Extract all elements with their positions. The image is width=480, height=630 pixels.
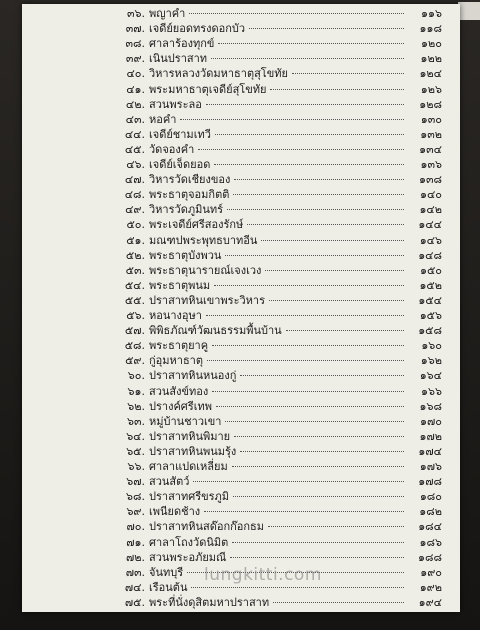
toc-title: ปราสาทศรีขรภูมิ — [149, 490, 230, 504]
toc-title: ศาลาแปดเหลี่ยม — [149, 460, 228, 473]
dot-leader — [207, 359, 404, 361]
toc-title: เรือนต้น — [149, 580, 188, 594]
toc-page-number: ๑๕๘ — [418, 324, 442, 338]
toc-title: สวนพระอภัยมณี — [149, 550, 227, 564]
toc-title: ปราสาทหินพิมาย — [149, 429, 231, 443]
toc-number: ๕๐. — [126, 218, 145, 232]
toc-page-number: ๑๓๐ — [420, 112, 442, 126]
toc-page-number: ๑๒๒ — [420, 52, 442, 66]
toc-number: ๔๔. — [124, 127, 145, 141]
toc-number: ๖๒. — [127, 399, 145, 413]
dot-leader — [247, 223, 404, 225]
toc-page-number: ๑๔๐ — [419, 188, 442, 202]
toc-page-number: ๑๙๔ — [418, 595, 442, 609]
toc-page-number: ๑๔๒ — [419, 203, 442, 217]
toc-number: ๗๔. — [124, 580, 145, 594]
toc-number: ๔๒. — [125, 97, 145, 111]
toc-page-number: ๑๖๒ — [420, 354, 442, 368]
toc-number: ๖๔. — [126, 429, 145, 443]
toc-page-number: ๑๘๐ — [419, 490, 442, 504]
toc-number: ๖๖. — [127, 460, 145, 473]
dot-leader — [214, 284, 404, 286]
dot-leader — [211, 57, 404, 59]
toc-number: ๖๑. — [127, 384, 145, 398]
toc-page-number: ๑๑๖ — [421, 7, 442, 20]
toc-title: เจดีย์เจ็ดยอด — [149, 158, 211, 171]
toc-title: หมู่บ้านชาวเขา — [149, 414, 222, 428]
dot-leader — [232, 541, 404, 543]
dot-leader — [268, 525, 404, 527]
toc-page-number: ๑๒๘ — [419, 97, 442, 111]
dot-leader — [292, 72, 404, 74]
toc-page-number: ๑๕๔ — [418, 293, 442, 307]
toc-number: ๔๐. — [126, 67, 145, 81]
toc-number: ๖๕. — [126, 444, 145, 458]
toc-page-number: ๑๗๖ — [419, 460, 442, 473]
table-of-contents — [22, 4, 460, 612]
toc-number: ๗๑. — [126, 535, 145, 549]
toc-title: วัดจองคำ — [149, 142, 195, 156]
toc-page-number: ๑๔๖ — [419, 233, 442, 247]
toc-page-number: ๑๑๘ — [419, 22, 442, 36]
toc-title: พระมหาธาตุเจดีย์สุโขทัย — [149, 82, 267, 96]
toc-page-number: ๑๖๐ — [421, 339, 442, 353]
toc-number: ๔๗. — [124, 173, 145, 187]
dot-leader — [225, 420, 404, 422]
toc-page-number: ๑๖๘ — [419, 399, 442, 413]
book-page — [22, 4, 460, 612]
toc-title: หอนางอุษา — [149, 309, 202, 322]
dot-leader — [189, 12, 404, 14]
toc-page-number: ๑๓๔ — [419, 142, 442, 156]
toc-title: พระที่นั่งดุสิตมหาปราสาท — [149, 595, 270, 609]
dot-leader — [204, 510, 404, 512]
dot-leader — [216, 405, 404, 407]
toc-page-number: ๑๖๔ — [419, 369, 442, 383]
toc-page-number: ๑๖๖ — [421, 384, 442, 398]
toc-title: พระธาตุนารายณ์เจงเวง — [149, 263, 262, 277]
dot-leader — [233, 495, 404, 497]
toc-page-number: ๑๕๖ — [419, 309, 442, 322]
toc-title: วิหารวัดภูมินทร์ — [149, 203, 224, 217]
toc-title: พระเจดีย์ศรีสองรักษ์ — [149, 218, 244, 232]
toc-number: ๕๙. — [125, 354, 145, 368]
page-corner — [458, 2, 480, 20]
dot-leader — [215, 133, 404, 135]
toc-title: พระธาตุยาคู — [149, 339, 209, 353]
toc-page-number: ๑๘๘ — [418, 550, 442, 564]
dot-leader — [193, 480, 404, 482]
dot-leader — [232, 465, 404, 467]
toc-number: ๖๓. — [127, 414, 145, 428]
toc-number: ๔๕. — [124, 142, 145, 156]
toc-title: สวนสังข์ทอง — [149, 384, 209, 398]
toc-number: ๗๕. — [124, 595, 145, 609]
toc-title: ปราสาทหินสด๊อกก๊อกธม — [149, 520, 264, 534]
dot-leader — [230, 556, 404, 558]
toc-title: สวนสัตว์ — [149, 475, 190, 489]
dot-leader — [206, 314, 404, 316]
toc-page-number: ๑๗๔ — [418, 444, 442, 458]
toc-title: พระธาตุพนม — [149, 278, 211, 292]
dot-leader — [265, 269, 404, 271]
toc-number: ๕๖. — [126, 309, 145, 322]
toc-number: ๔๑. — [126, 82, 145, 96]
toc-number: ๓๙. — [125, 52, 145, 66]
toc-title: จันทบุรี — [149, 565, 184, 579]
toc-row — [107, 593, 442, 611]
dot-leader — [218, 42, 404, 44]
dot-leader — [240, 450, 404, 452]
toc-title: ศาลาร้องทุกข์ — [149, 37, 215, 51]
toc-number: ๖๙. — [126, 505, 145, 519]
toc-title: เนินปราสาท — [149, 52, 208, 66]
toc-page-number: ๑๗๒ — [419, 429, 442, 443]
toc-title: หอคำ — [149, 112, 177, 126]
toc-number: ๗๓. — [125, 565, 145, 579]
toc-page-number: ๑๔๔ — [418, 218, 442, 232]
toc-page-number: ๑๓๒ — [420, 127, 442, 141]
toc-title: พระธาตุบังพวน — [149, 248, 222, 262]
dot-leader — [273, 601, 404, 603]
toc-number: ๕๓. — [125, 263, 145, 277]
toc-number: ๕๒. — [125, 248, 145, 262]
toc-number: ๓๘. — [125, 37, 145, 51]
toc-title: พระธาตุจอมกิตติ — [149, 188, 230, 202]
dot-leader — [225, 254, 404, 256]
dot-leader — [180, 118, 404, 120]
toc-title: มณฑปพระพุทธบาทอีน — [149, 233, 258, 247]
toc-number: ๗๒. — [125, 550, 145, 564]
dot-leader — [269, 299, 404, 301]
dot-leader — [270, 88, 404, 90]
toc-page-number: ๑๘๔ — [418, 520, 442, 534]
toc-page-number: ๑๓๖ — [420, 158, 442, 171]
toc-page-number: ๑๙๒ — [419, 580, 442, 594]
toc-number: ๕๗. — [124, 324, 145, 338]
dot-leader — [214, 163, 404, 165]
dot-leader — [191, 586, 404, 588]
toc-page-number: ๑๕๐ — [419, 263, 442, 277]
toc-title: ปราสาทหินพนมรุ้ง — [149, 444, 237, 458]
dot-leader — [234, 435, 404, 437]
watermark: lungkitti.com — [204, 565, 322, 585]
toc-page-number: ๑๔๘ — [418, 248, 442, 262]
toc-title: เจดีย์ชามเทวี — [149, 127, 211, 141]
toc-page-number: ๑๕๒ — [419, 278, 442, 292]
toc-title: วิหารวัดเชียงของ — [149, 173, 231, 187]
dot-leader — [233, 193, 404, 195]
toc-title: พิพิธภัณฑ์วัฒนธรรมพื้นบ้าน — [149, 324, 282, 338]
dot-leader — [227, 208, 404, 210]
toc-number: ๕๕. — [124, 293, 145, 307]
toc-title: ปรางค์ศรีเทพ — [149, 399, 212, 413]
toc-title: กู่อุมหาธาตุ — [149, 354, 203, 368]
toc-page-number: ๑๗๘ — [418, 475, 442, 489]
toc-number: ๖๗. — [126, 475, 145, 489]
toc-page-number: ๑๘๒ — [419, 505, 442, 519]
toc-number: ๓๗. — [125, 22, 145, 36]
dot-leader — [240, 374, 404, 376]
toc-title: ศาลาโถงวัดนิมิต — [149, 535, 229, 549]
toc-number: ๕๑. — [126, 233, 145, 247]
toc-title: วิหารหลวงวัดมหาธาตุสุโขทัย — [149, 67, 288, 81]
toc-page-number: ๑๗๐ — [420, 414, 442, 428]
dot-leader — [198, 148, 404, 150]
toc-number: ๔๖. — [126, 158, 145, 171]
dot-leader — [212, 344, 404, 346]
toc-title: ปราสาทหินหนองกู่ — [149, 369, 237, 383]
dot-leader — [206, 103, 404, 105]
dot-leader — [261, 239, 404, 241]
toc-number: ๔๘. — [124, 188, 145, 202]
toc-page-number: ๑๒๔ — [419, 67, 442, 81]
toc-title: เจดีย์ยอดทรงดอกบัว — [149, 22, 246, 36]
toc-number: ๕๘. — [124, 339, 145, 353]
toc-title: สวนพระลอ — [149, 97, 202, 111]
dot-leader — [212, 390, 404, 392]
toc-title: เพนียดช้าง — [149, 505, 201, 519]
toc-number: ๖๐. — [127, 369, 145, 383]
dot-leader — [286, 329, 404, 331]
toc-title: ปราสาทหินเขาพระวิหาร — [149, 293, 266, 307]
toc-title: พญาคำ — [149, 7, 186, 20]
toc-number: ๓๖. — [127, 7, 145, 20]
toc-number: ๖๘. — [126, 490, 145, 504]
toc-page-number: ๑๓๘ — [419, 173, 442, 187]
toc-number: ๔๓. — [125, 112, 145, 126]
toc-page-number: ๑๘๖ — [419, 535, 442, 549]
dot-leader — [249, 27, 404, 29]
dot-leader — [234, 178, 404, 180]
toc-number: ๕๔. — [124, 278, 145, 292]
toc-number: ๔๙. — [125, 203, 145, 217]
toc-page-number: ๑๒๖ — [420, 82, 442, 96]
toc-page-number: ๑๙๐ — [420, 565, 442, 579]
toc-page-number: ๑๒๐ — [421, 37, 442, 51]
toc-number: ๗๐. — [126, 520, 145, 534]
